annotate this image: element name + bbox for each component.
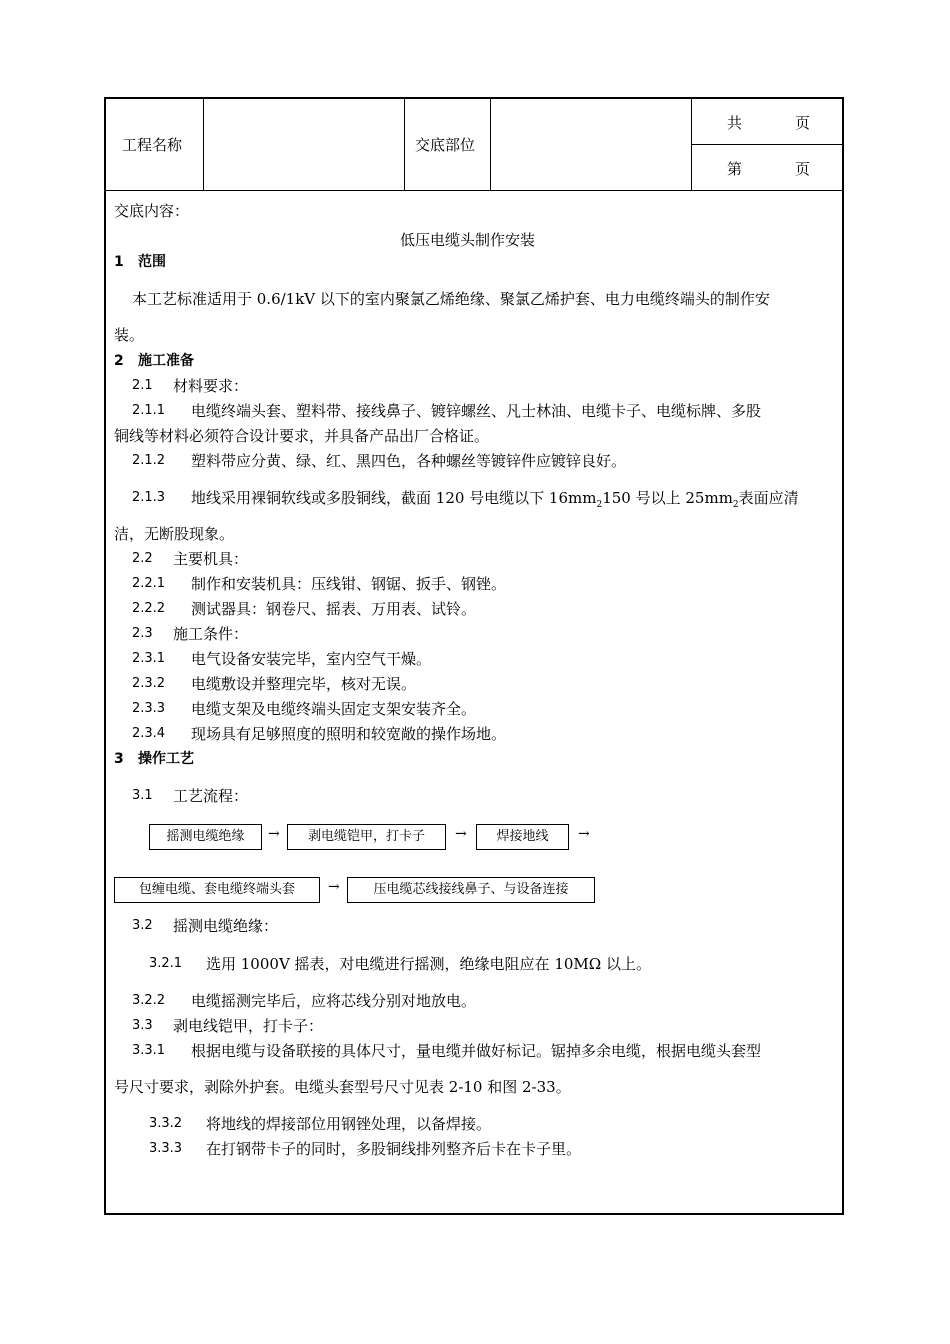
- item-3-3-1-text-b: 号尺寸要求，剥除外护套。电缆头套型号尺寸见表 2-10 和图 2-33。: [114, 1078, 571, 1096]
- item-2-2-1-text: 制作和安装机具：压线钳、钢锯、扳手、钢锉。: [191, 575, 507, 593]
- item-2-1-3-text-a: [191, 488, 799, 515]
- item-3-2-2-text: 电缆摇测完毕后，应将芯线分别对地放电。: [191, 992, 477, 1010]
- item-2-3-2-number: 2.3.2: [132, 676, 166, 691]
- item-2-1-3-number: 2.1.3: [132, 490, 166, 505]
- item-2-1-3-sub2: 2: [732, 500, 739, 510]
- section-2-number: 2: [114, 353, 124, 369]
- item-3-3-3-number: 3.3.3: [149, 1141, 183, 1156]
- item-2-2-number: 2.2: [132, 551, 153, 566]
- item-3-2-1-number: 3.2.1: [149, 956, 183, 971]
- item-2-3-1-number: 2.3.1: [132, 651, 166, 666]
- item-2-3-number: 2.3: [132, 626, 153, 641]
- header-divider-1: [203, 97, 204, 190]
- section-1-para-line1: 本工艺标准适用于 0.6/1kV 以下的室内聚氯乙烯绝缘、聚氯乙烯护套、电力电缆终端头的制作安: [132, 290, 770, 308]
- item-2-1-2-number: 2.1.2: [132, 453, 166, 468]
- item-2-1-3-sub1: 2: [596, 500, 603, 510]
- item-3-3-2-number: 3.3.2: [149, 1116, 183, 1131]
- section-3-title: 操作工艺: [138, 751, 194, 767]
- item-2-2-1-number: 2.2.1: [132, 576, 166, 591]
- intro-label: 交底内容：: [114, 202, 190, 220]
- flow-arrow-1: →: [268, 826, 280, 842]
- item-3-2-text: 摇测电缆绝缘：: [173, 917, 279, 935]
- flow-step-5: 压电缆芯线接线鼻子、与设备连接: [347, 877, 595, 903]
- item-2-1-1-text-a: 电缆终端头套、塑料带、接线鼻子、镀锌螺丝、凡士林油、电缆卡子、电缆标牌、多股: [191, 402, 762, 420]
- document-title: 低压电缆头制作安装: [400, 231, 536, 249]
- section-1-title: 范围: [138, 254, 166, 270]
- item-2-1-number: 2.1: [132, 378, 153, 393]
- item-2-1-3-part1: 地线采用裸铜软线或多股铜线，截面 120 号电缆以下 16mm: [191, 489, 597, 507]
- item-2-1-1-text-b: 铜线等材料必须符合设计要求，并具备产品出厂合格证。: [114, 427, 490, 445]
- page-label-a: 第: [727, 160, 743, 178]
- header-bottom-line: [104, 190, 844, 191]
- item-3-3-2-text: 将地线的焊接部位用钢锉处理，以备焊接。: [206, 1115, 492, 1133]
- header-divider-3: [490, 97, 491, 190]
- item-2-2-2-number: 2.2.2: [132, 601, 166, 616]
- section-3-number: 3: [114, 751, 124, 767]
- item-2-1-3-part3: 表面应清: [738, 489, 799, 507]
- item-2-2-text: 主要机具：: [173, 550, 249, 568]
- item-2-3-2-text: 电缆敷设并整理完毕，核对无误。: [191, 675, 417, 693]
- flow-arrow-4: →: [328, 879, 340, 895]
- item-3-3-1-text-a: 根据电缆与设备联接的具体尺寸，量电缆并做好标记。锯掉多余电缆，根据电缆头套型: [191, 1042, 762, 1060]
- item-3-1-number: 3.1: [132, 788, 153, 803]
- item-2-1-text: 材料要求：: [173, 377, 249, 395]
- item-2-2-2-text: 测试器具：钢卷尺、摇表、万用表、试铃。: [191, 600, 477, 618]
- item-2-3-3-text: 电缆支架及电缆终端头固定支架安装齐全。: [191, 700, 477, 718]
- section-1-number: 1: [114, 254, 124, 270]
- flow-arrow-2: →: [455, 826, 467, 842]
- section-2-title: 施工准备: [138, 353, 194, 369]
- page-label-b: 页: [795, 160, 811, 178]
- item-3-2-number: 3.2: [132, 918, 153, 933]
- flow-step-1: 摇测电缆绝缘: [149, 824, 262, 850]
- header-divider-2: [404, 97, 405, 190]
- total-pages-label-b: 页: [795, 114, 811, 132]
- item-3-3-number: 3.3: [132, 1018, 153, 1033]
- item-3-3-1-number: 3.3.1: [132, 1043, 166, 1058]
- flow-step-3: 焊接地线: [476, 824, 569, 850]
- total-pages-label-a: 共: [727, 114, 743, 132]
- item-3-3-3-text: 在打钢带卡子的同时，多股铜线排列整齐后卡在卡子里。: [206, 1140, 582, 1158]
- item-3-2-2-number: 3.2.2: [132, 993, 166, 1008]
- flow-step-2: 剥电缆铠甲，打卡子: [287, 824, 446, 850]
- item-3-3-text: 剥电线铠甲，打卡子：: [173, 1017, 324, 1035]
- section-1-para-line2: 装。: [114, 326, 145, 344]
- item-3-1-text: 工艺流程：: [173, 787, 249, 805]
- flow-arrow-3: →: [578, 826, 590, 842]
- project-name-label: 工程名称: [122, 136, 183, 154]
- location-label: 交底部位: [415, 136, 476, 154]
- item-2-1-3-text-b: 洁，无断股现象。: [114, 525, 235, 543]
- page-cell-divider: [691, 144, 844, 145]
- item-2-3-4-text: 现场具有足够照度的照明和较宽敞的操作场地。: [191, 725, 507, 743]
- item-2-3-3-number: 2.3.3: [132, 701, 166, 716]
- item-2-3-1-text: 电气设备安装完毕，室内空气干燥。: [191, 650, 432, 668]
- item-2-1-3-part2: 150 号以上 25mm: [602, 489, 733, 507]
- item-3-2-1-text: 选用 1000V 摇表，对电缆进行摇测，绝缘电阻应在 10MΩ 以上。: [206, 955, 651, 973]
- item-2-3-text: 施工条件：: [173, 625, 249, 643]
- item-2-3-4-number: 2.3.4: [132, 726, 166, 741]
- item-2-1-2-text: 塑料带应分黄、绿、红、黑四色，各种螺丝等镀锌件应镀锌良好。: [191, 452, 627, 470]
- item-2-1-1-number: 2.1.1: [132, 403, 166, 418]
- flow-step-4: 包缠电缆、套电缆终端头套: [114, 877, 320, 903]
